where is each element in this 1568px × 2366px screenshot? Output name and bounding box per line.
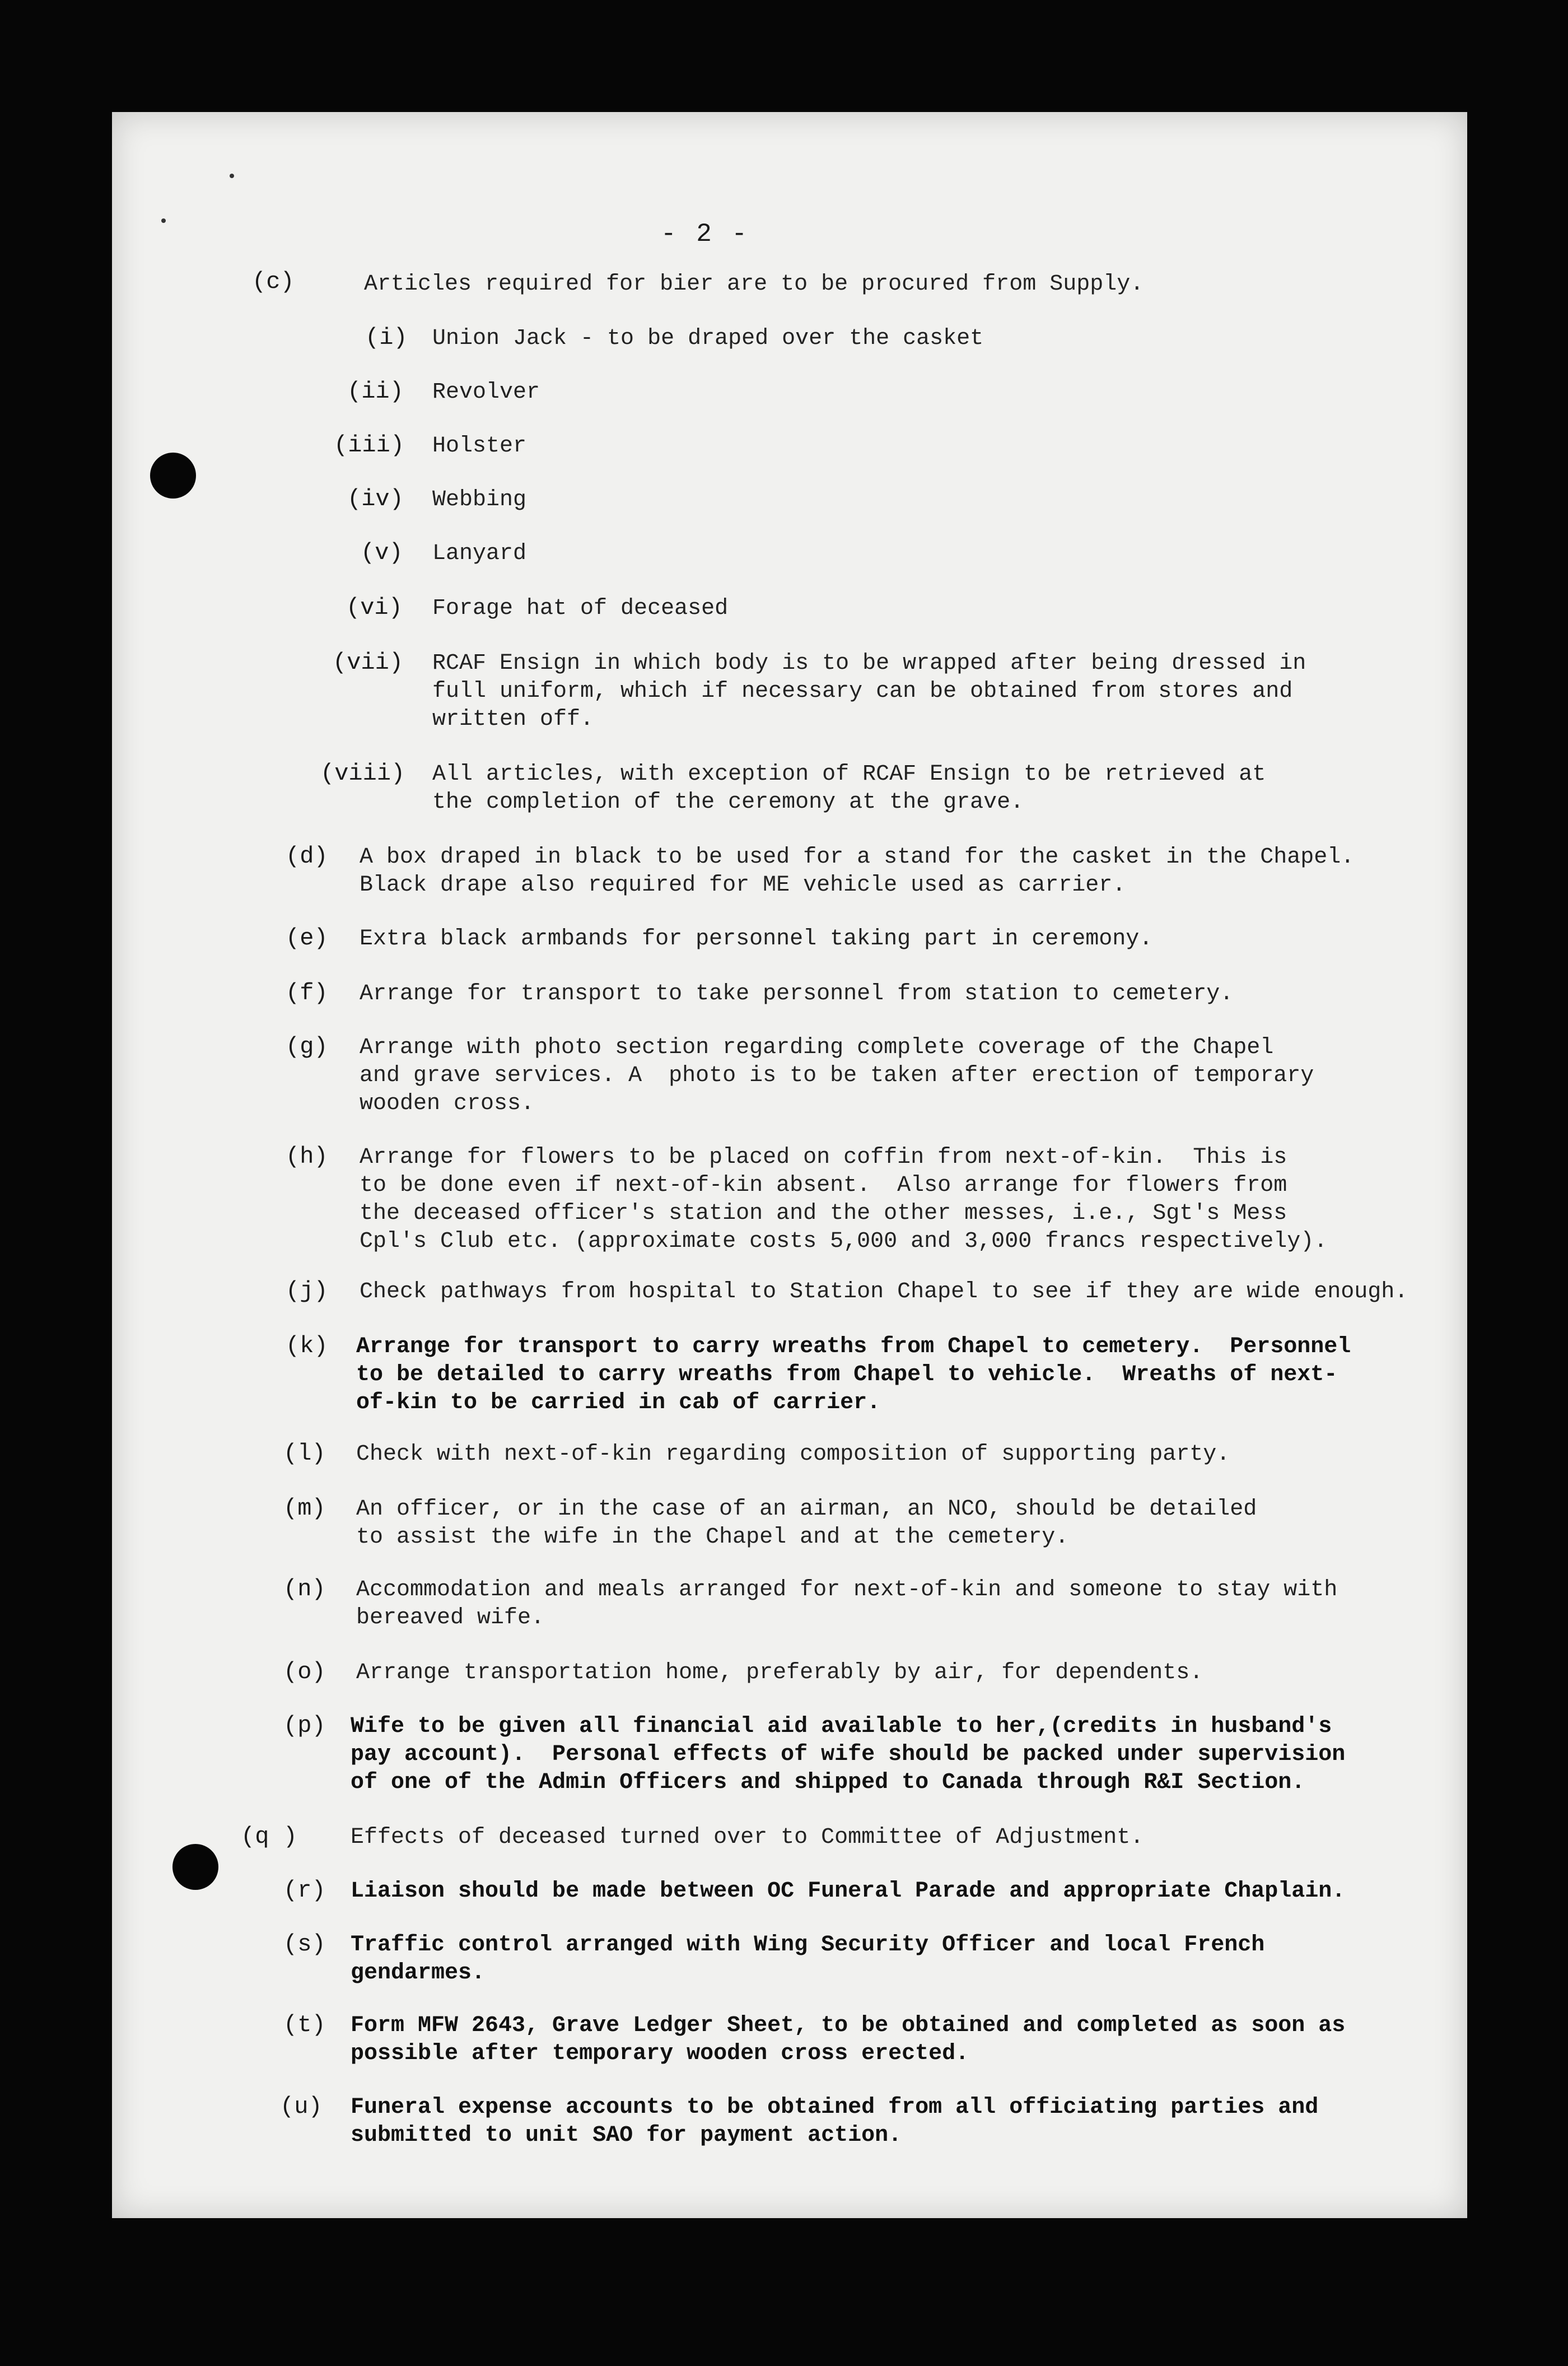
punch-hole-bottom <box>172 1844 218 1890</box>
subitem-ii-text: Revolver <box>432 380 540 405</box>
subitem-marker-iii: (iii) <box>334 432 405 459</box>
item-t-text: Form MFW 2643, Grave Ledger Sheet, to be obtained and completed as soon as possible after temporary wooden cross erected. <box>351 2013 1346 2066</box>
item-marker-c: (c) <box>252 268 295 295</box>
subitem-v-text: Lanyard <box>432 541 527 566</box>
item-g-text: Arrange with photo section regarding complete coverage of the Chapel and grave services. A photo is to be taken after erection of temporary wooden cross. <box>360 1035 1314 1116</box>
item-marker-f: (f) <box>286 980 328 1007</box>
subitem-marker-ii: (ii) <box>347 378 404 405</box>
page-number: - 2 - <box>661 220 750 249</box>
item-f-text: Arrange for transport to take personnel from station to cemetery. <box>360 981 1234 1007</box>
item-marker-p: (p) <box>283 1712 326 1739</box>
item-e-text: Extra black armbands for personnel taking part in ceremony. <box>360 926 1153 952</box>
item-marker-k: (k) <box>286 1333 328 1359</box>
punch-hole-top <box>150 453 196 499</box>
item-marker-d: (d) <box>286 843 328 870</box>
item-s-text: Traffic control arranged with Wing Security Officer and local French gendarmes. <box>351 1932 1265 1986</box>
item-marker-r: (r) <box>283 1877 326 1904</box>
item-marker-g: (g) <box>286 1033 328 1060</box>
item-p-text: Wife to be given all financial aid available to her,(credits in husband's pay account). Personal effects of wife should be packed under supervision of one of the Admin Officers and shipped to Canada through R&I Section. <box>351 1714 1346 1795</box>
subitem-marker-viii: (viii) <box>320 760 405 787</box>
item-marker-e: (e) <box>286 925 328 952</box>
item-c-text: Articles required for bier are to be procured from Supply. <box>364 272 1144 297</box>
item-n-text: Accommodation and meals arranged for next-of-kin and someone to stay with bereaved wife. <box>356 1577 1338 1631</box>
item-marker-j: (j) <box>286 1278 328 1305</box>
item-marker-s: (s) <box>283 1931 326 1958</box>
item-marker-t: (t) <box>283 2011 326 2038</box>
item-marker-u: (u) <box>280 2093 323 2120</box>
subitem-iii-text: Holster <box>432 434 527 459</box>
subitem-marker-i: (i) <box>365 324 408 351</box>
item-o-text: Arrange transportation home, preferably by air, for dependents. <box>356 1660 1203 1685</box>
item-marker-m: (m) <box>283 1495 326 1522</box>
item-u-text: Funeral expense accounts to be obtained from all officiating parties and submitted to unit SAO for payment action. <box>351 2095 1319 2148</box>
item-marker-o: (o) <box>283 1659 326 1685</box>
subitem-marker-v: (v) <box>361 539 403 566</box>
item-marker-l: (l) <box>283 1440 326 1467</box>
item-marker-n: (n) <box>283 1576 326 1603</box>
item-marker-q: (q ) <box>241 1823 297 1850</box>
subitem-viii-text: All articles, with exception of RCAF Ensign to be retrieved at the completion of the ceremony at the grave. <box>432 762 1266 815</box>
item-m-text: An officer, or in the case of an airman, an NCO, should be detailed to assist the wife in the Chapel and at the cemetery. <box>356 1497 1257 1550</box>
subitem-marker-iv: (iv) <box>347 486 404 513</box>
subitem-vi-text: Forage hat of deceased <box>432 596 729 621</box>
ink-speck <box>230 174 234 178</box>
subitem-vii-text: RCAF Ensign in which body is to be wrapped after being dressed in full uniform, which if necessary can be obtained from stores and written off. <box>432 651 1306 732</box>
item-r-text: Liaison should be made between OC Funeral Parade and appropriate Chaplain. <box>351 1879 1346 1904</box>
subitem-marker-vi: (vi) <box>346 594 403 621</box>
item-d-text: A box draped in black to be used for a stand for the casket in the Chapel. Black drape also required for ME vehicle used as carrier. <box>360 845 1355 898</box>
subitem-iv-text: Webbing <box>432 487 527 513</box>
item-j-text: Check pathways from hospital to Station Chapel to see if they are wide enough. <box>360 1279 1408 1305</box>
subitem-marker-vii: (vii) <box>333 649 404 676</box>
item-k-text: Arrange for transport to carry wreaths from Chapel to cemetery. Personnel to be detailed to carry wreaths from Chapel to vehicle. Wreaths of next- of-kin to be carried in cab of carrier. <box>356 1334 1351 1415</box>
ink-speck <box>161 218 166 223</box>
item-marker-h: (h) <box>286 1143 328 1170</box>
item-h-text: Arrange for flowers to be placed on coffin from next-of-kin. This is to be done even if next-of-kin absent. Also arrange for flowers from the deceased officer's station and the other messes, i.e., Sgt's Mess Cpl's Club etc. (approximate costs 5,000 and 3,000 francs respectively). <box>360 1145 1328 1254</box>
subitem-i-text: Union Jack - to be draped over the casket <box>432 326 984 351</box>
item-q-text: Effects of deceased turned over to Committee of Adjustment. <box>351 1825 1144 1850</box>
item-l-text: Check with next-of-kin regarding composition of supporting party. <box>356 1442 1230 1467</box>
